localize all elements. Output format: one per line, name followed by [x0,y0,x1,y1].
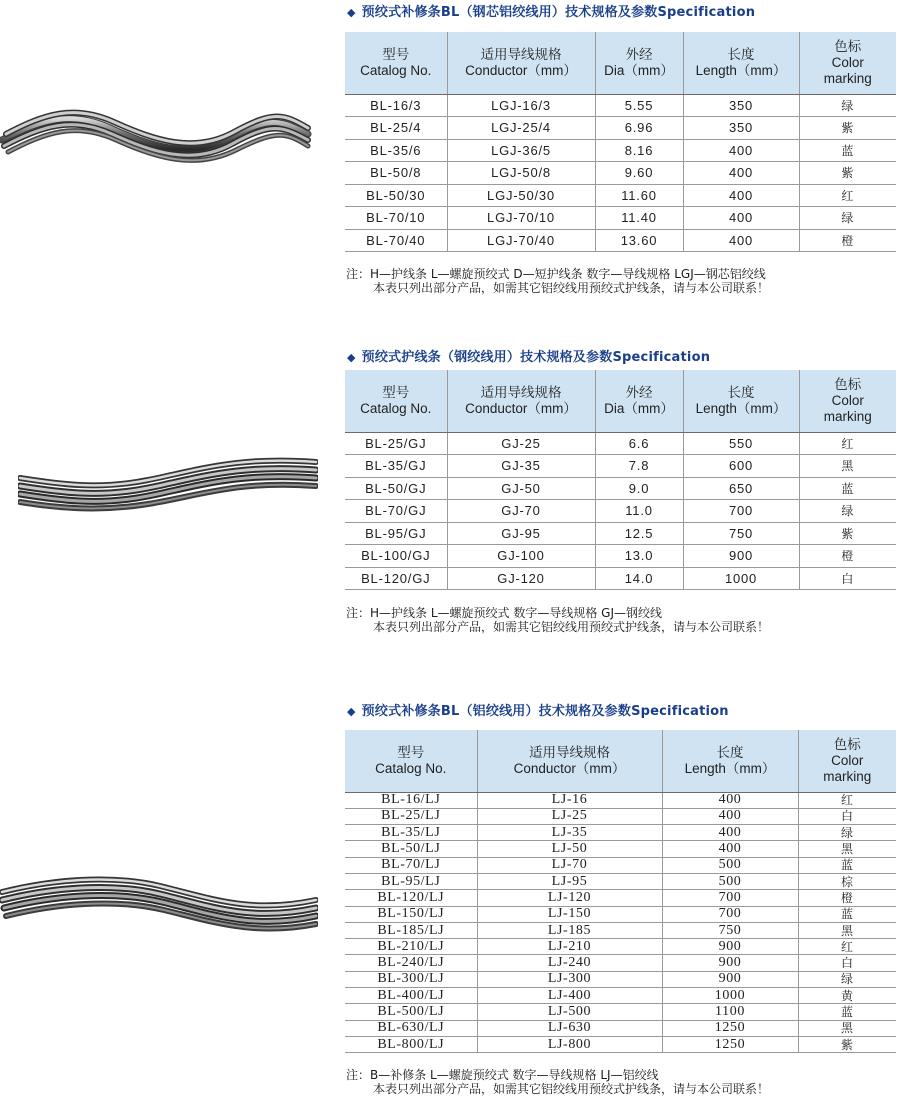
table-cell: 6.96 [595,117,683,140]
table-cell: LJ-16 [477,792,662,808]
table-cell: BL-240/LJ [345,955,477,971]
table-cell: 1000 [683,567,799,590]
table-cell: BL-95/GJ [345,522,447,545]
table-cell: 400 [662,792,798,808]
header-length [683,32,799,94]
table-cell: LJ-120 [477,890,662,906]
table-cell: 蓝 [798,1004,896,1020]
table-cell: BL-100/GJ [345,545,447,568]
table-row [345,841,896,857]
note-line-2: 本表只列出部分产品，如需其它铝绞线用预绞式护线条，请与本公司联系！ [373,620,770,634]
table-cell: 700 [662,906,798,922]
table-cell: LJ-210 [477,939,662,955]
table-cell: LJ-800 [477,1036,662,1052]
header-text: 长度 [727,384,755,400]
table-cell: 9.0 [595,477,683,500]
table-row [345,184,896,207]
table-cell: BL-800/LJ [345,1036,477,1052]
table-cell: BL-120/GJ [345,567,447,590]
table-cell: 1250 [662,1036,798,1052]
table-cell: 650 [683,477,799,500]
table-cell: 9.60 [595,162,683,185]
header-color [799,370,896,432]
table-row [345,117,896,140]
header-length [662,730,798,792]
table-cell: GJ-25 [447,432,595,455]
header-text: Dia（mm） [604,400,674,416]
header-text: 色标 [834,38,862,54]
table-cell: LGJ-16/3 [447,94,595,117]
table-cell: 900 [683,545,799,568]
header-text: Catalog No. [360,62,432,78]
section-2 [0,340,900,660]
table-row [345,955,896,971]
table-cell: 紫 [799,162,896,185]
header-text: Color [831,752,864,768]
table-cell: BL-50/30 [345,184,447,207]
table-cell: 红 [799,184,896,207]
table-cell: 600 [683,455,799,478]
header-text: 适用导线规格 [480,384,562,400]
table-cell: BL-50/LJ [345,841,477,857]
note-line-2: 本表只列出部分产品，如需其它铝绞线用预绞式护线条，请与本公司联系！ [373,281,770,295]
table-cell: 700 [683,500,799,523]
table-cell: 1250 [662,1020,798,1036]
table-row [345,477,896,500]
table-cell: 7.8 [595,455,683,478]
header-text: marking [823,408,872,424]
header-text: Conductor（mm） [465,62,577,78]
table-cell: BL-70/LJ [345,857,477,873]
header-text: marking [823,768,872,784]
table-cell: LJ-70 [477,857,662,873]
note-line-2: 本表只列出部分产品，如需其它铝绞线用预绞式护线条，请与本公司联系！ [373,1082,770,1096]
table-cell: 750 [683,522,799,545]
table-cell: BL-50/GJ [345,477,447,500]
table-note [346,1068,769,1096]
table-row [345,890,896,906]
header-conductor [447,370,595,432]
table-cell: 绿 [798,825,896,841]
table-row [345,808,896,824]
table-cell: BL-300/LJ [345,971,477,987]
table-cell: LJ-240 [477,955,662,971]
table-row [345,873,896,889]
header-text: 型号 [382,384,410,400]
section-title-text: 预绞式补修条BL（钢芯铝绞线用）技术规格及参数Specification [361,5,756,20]
preformed-rod-image [18,454,318,514]
table-cell: BL-400/LJ [345,988,477,1004]
table-cell: GJ-50 [447,477,595,500]
table-row [345,792,896,808]
table-cell: BL-630/LJ [345,1020,477,1036]
table-cell: 900 [662,971,798,987]
header-text: 长度 [716,744,744,760]
table-cell: 5.55 [595,94,683,117]
table-cell: GJ-100 [447,545,595,568]
header-text: Color [831,392,864,408]
table-cell: GJ-70 [447,500,595,523]
table-row [345,988,896,1004]
table-cell: BL-120/LJ [345,890,477,906]
table-cell: 1000 [662,988,798,1004]
header-model [345,370,447,432]
table-row [345,825,896,841]
header-text: Length（mm） [684,760,776,776]
table-cell: LJ-630 [477,1020,662,1036]
table-cell: 500 [662,873,798,889]
table-cell: LGJ-36/5 [447,139,595,162]
table-cell: 14.0 [595,567,683,590]
header-text: Catalog No. [360,400,432,416]
table-header-row [345,730,896,792]
table-row [345,939,896,955]
table-cell: 绿 [799,500,896,523]
diamond-bullet-icon: ◆ [347,351,356,364]
table-cell: BL-70/10 [345,207,447,230]
table-cell: 400 [683,139,799,162]
table-cell: BL-16/LJ [345,792,477,808]
table-cell: LJ-500 [477,1004,662,1020]
table-cell: BL-50/8 [345,162,447,185]
table-cell: BL-16/3 [345,94,447,117]
table-cell: LJ-50 [477,841,662,857]
diamond-bullet-icon: ◆ [347,705,356,718]
table-cell: 蓝 [799,139,896,162]
table-row [345,545,896,568]
header-text: Dia（mm） [604,62,674,78]
table-cell: 8.16 [595,139,683,162]
table-cell: 蓝 [799,477,896,500]
table-cell: 11.40 [595,207,683,230]
header-text: 色标 [834,376,862,392]
table-cell: 红 [799,432,896,455]
table-row [345,1004,896,1020]
table-cell: LJ-185 [477,922,662,938]
spec-table [345,370,896,590]
header-text: Conductor（mm） [465,400,577,416]
table-row [345,432,896,455]
table-cell: GJ-120 [447,567,595,590]
table-cell: BL-150/LJ [345,906,477,922]
table-header-row [345,370,896,432]
table-cell: LJ-25 [477,808,662,824]
note-line-1: 注：B—补修条 L—螺旋预绞式 数字—导线规格 LJ—铝绞线 [346,1068,659,1082]
table-cell: BL-25/GJ [345,432,447,455]
table-cell: 紫 [798,1036,896,1052]
table-cell: 紫 [799,522,896,545]
table-cell: 550 [683,432,799,455]
header-text: Color [831,54,864,70]
table-cell: BL-35/6 [345,139,447,162]
table-cell: LGJ-70/40 [447,229,595,252]
table-row [345,522,896,545]
table-row [345,455,896,478]
header-model [345,32,447,94]
table-cell: 黑 [798,922,896,938]
table-cell: LJ-35 [477,825,662,841]
header-text: marking [823,70,872,86]
table-cell: LGJ-25/4 [447,117,595,140]
header-color [798,730,896,792]
table-cell: GJ-35 [447,455,595,478]
table-cell: LJ-95 [477,873,662,889]
table-cell: 11.60 [595,184,683,207]
preformed-rod-image [0,100,312,165]
table-cell: 蓝 [798,857,896,873]
table-cell: 绿 [799,207,896,230]
header-text: Length（mm） [695,400,787,416]
table-cell: 棕 [798,873,896,889]
table-cell: BL-210/LJ [345,939,477,955]
table-row [345,162,896,185]
table-cell: BL-185/LJ [345,922,477,938]
table-row [345,857,896,873]
table-cell: 13.60 [595,229,683,252]
table-cell: 黄 [798,988,896,1004]
note-line-1: 注：H—护线条 L—螺旋预绞式 数字—导线规格 GJ—钢绞线 [346,606,662,620]
header-text: 长度 [727,46,755,62]
header-text: Conductor（mm） [513,760,626,776]
header-text: 适用导线规格 [480,46,562,62]
table-note [346,606,769,634]
table-cell: 11.0 [595,500,683,523]
spec-table [345,730,896,1053]
header-conductor [447,32,595,94]
table-cell: 400 [683,229,799,252]
table-cell: 红 [798,939,896,955]
table-cell: 橙 [799,229,896,252]
section-3 [0,694,900,1098]
table-row [345,229,896,252]
table-row [345,971,896,987]
table-cell: 白 [799,567,896,590]
section-title [347,346,710,365]
table-cell: 400 [683,207,799,230]
header-text: 型号 [382,46,410,62]
table-row [345,500,896,523]
table-cell: 350 [683,117,799,140]
section-title [347,700,729,719]
header-text: Length（mm） [695,62,787,78]
table-header-row [345,32,896,94]
table-cell: LJ-150 [477,906,662,922]
table-cell: 白 [798,808,896,824]
table-cell: LGJ-50/8 [447,162,595,185]
table-cell: LJ-400 [477,988,662,1004]
table-cell: 13.0 [595,545,683,568]
table-row [345,139,896,162]
table-row [345,922,896,938]
table-cell: 蓝 [798,906,896,922]
table-cell: LGJ-70/10 [447,207,595,230]
section-title [347,1,755,20]
table-cell: BL-25/LJ [345,808,477,824]
table-cell: BL-35/GJ [345,455,447,478]
table-cell: 6.6 [595,432,683,455]
table-cell: LGJ-50/30 [447,184,595,207]
table-row [345,1020,896,1036]
table-cell: 红 [798,792,896,808]
table-cell: 400 [683,184,799,207]
table-cell: GJ-95 [447,522,595,545]
table-cell: 1100 [662,1004,798,1020]
header-color [799,32,896,94]
table-row [345,1036,896,1052]
header-dia [595,370,683,432]
table-cell: LJ-300 [477,971,662,987]
table-cell: BL-35/LJ [345,825,477,841]
header-text: 适用导线规格 [529,744,610,760]
table-cell: 紫 [799,117,896,140]
table-cell: 900 [662,939,798,955]
table-cell: BL-70/GJ [345,500,447,523]
table-cell: BL-70/40 [345,229,447,252]
table-cell: 400 [662,841,798,857]
table-cell: 12.5 [595,522,683,545]
section-1 [0,0,900,320]
header-model [345,730,477,792]
table-cell: 700 [662,890,798,906]
note-line-1: 注：H—护线条 L—螺旋预绞式 D—短护线条 数字—导线规格 LGJ—钢芯铝绞线 [346,267,766,281]
table-cell: 绿 [799,94,896,117]
table-row [345,207,896,230]
table-note [346,267,769,295]
section-title-text: 预绞式补修条BL（铝绞线用）技术规格及参数Specification [361,704,729,719]
diamond-bullet-icon: ◆ [347,6,356,19]
header-text: 型号 [397,744,425,760]
table-cell: 750 [662,922,798,938]
header-dia [595,32,683,94]
table-cell: 橙 [799,545,896,568]
header-text: 外经 [625,384,653,400]
table-cell: 350 [683,94,799,117]
table-cell: 绿 [798,971,896,987]
header-length [683,370,799,432]
header-text: 外经 [625,46,653,62]
table-row [345,906,896,922]
table-cell: 500 [662,857,798,873]
table-row [345,94,896,117]
table-cell: BL-95/LJ [345,873,477,889]
spec-table [345,32,896,252]
table-cell: 黑 [798,1020,896,1036]
table-cell: 900 [662,955,798,971]
header-conductor [477,730,662,792]
table-cell: 白 [798,955,896,971]
preformed-rod-image [0,874,318,936]
table-cell: BL-500/LJ [345,1004,477,1020]
table-cell: BL-25/4 [345,117,447,140]
table-cell: 橙 [798,890,896,906]
table-cell: 400 [683,162,799,185]
table-row [345,567,896,590]
table-cell: 400 [662,825,798,841]
section-title-text: 预绞式护线条（钢绞线用）技术规格及参数Specification [361,350,711,365]
table-cell: 黑 [798,841,896,857]
header-text: 色标 [833,736,861,752]
table-cell: 400 [662,808,798,824]
table-cell: 黑 [799,455,896,478]
header-text: Catalog No. [375,760,447,776]
